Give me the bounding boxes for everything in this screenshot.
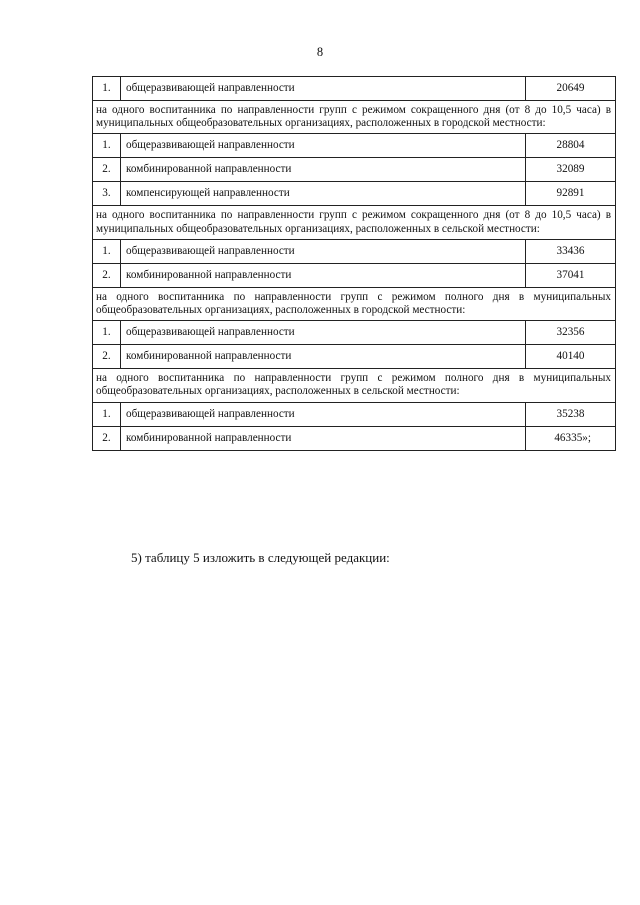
section-header-text: на одного воспитанника по направленности групп с режимом полного дня в муниципальных общеобразовательных организациях, расположенных в сельской местности: bbox=[93, 369, 616, 402]
row-number: 1. bbox=[93, 402, 121, 426]
norm-value: 28804 bbox=[526, 134, 616, 158]
row-number: 2. bbox=[93, 345, 121, 369]
table-row bbox=[93, 345, 616, 369]
section-header-row bbox=[93, 287, 616, 320]
table-row bbox=[93, 134, 616, 158]
section-header-row bbox=[93, 206, 616, 239]
direction-name: комбинированной направленности bbox=[121, 158, 526, 182]
norm-value: 20649 bbox=[526, 77, 616, 101]
section-header-text: на одного воспитанника по направленности групп с режимом полного дня в муниципальных общеобразовательных организациях, расположенных в городской местности: bbox=[93, 287, 616, 320]
row-number: 2. bbox=[93, 158, 121, 182]
row-number: 1. bbox=[93, 134, 121, 158]
direction-name: общеразвивающей направленности bbox=[121, 134, 526, 158]
norm-value: 35238 bbox=[526, 402, 616, 426]
direction-name: общеразвивающей направленности bbox=[121, 77, 526, 101]
table-row bbox=[93, 239, 616, 263]
table-row bbox=[93, 263, 616, 287]
section-header-text: на одного воспитанника по направленности групп с режимом сокращенного дня (от 8 до 10,5 часа) в муниципальных общеобразовательных организациях, расположенных в городской местности: bbox=[93, 101, 616, 134]
table-row bbox=[93, 158, 616, 182]
row-number: 1. bbox=[93, 239, 121, 263]
row-number: 2. bbox=[93, 426, 121, 450]
table-row bbox=[93, 77, 616, 101]
page-number: 8 bbox=[316, 45, 324, 59]
direction-name: общеразвивающей направленности bbox=[121, 239, 526, 263]
norm-value: 40140 bbox=[526, 345, 616, 369]
norm-value: 32356 bbox=[526, 321, 616, 345]
footer-instruction: 5) таблицу 5 изложить в следующей редакции: bbox=[131, 550, 390, 565]
direction-name: общеразвивающей направленности bbox=[121, 321, 526, 345]
norm-value: 32089 bbox=[526, 158, 616, 182]
direction-name: общеразвивающей направленности bbox=[121, 402, 526, 426]
table-row bbox=[93, 426, 616, 450]
row-number: 3. bbox=[93, 182, 121, 206]
table-row bbox=[93, 182, 616, 206]
norm-value: 46335»; bbox=[526, 426, 616, 450]
direction-name: компенсирующей направленности bbox=[121, 182, 526, 206]
norm-value: 33436 bbox=[526, 239, 616, 263]
section-header-text: на одного воспитанника по направленности групп с режимом сокращенного дня (от 8 до 10,5 часа) в муниципальных общеобразовательных организациях, расположенных в сельской местности: bbox=[93, 206, 616, 239]
section-header-row bbox=[93, 101, 616, 134]
direction-name: комбинированной направленности bbox=[121, 426, 526, 450]
norm-value: 37041 bbox=[526, 263, 616, 287]
table-row bbox=[93, 402, 616, 426]
row-number: 1. bbox=[93, 321, 121, 345]
row-number: 1. bbox=[93, 77, 121, 101]
direction-name: комбинированной направленности bbox=[121, 345, 526, 369]
row-number: 2. bbox=[93, 263, 121, 287]
tariff-table bbox=[92, 76, 616, 451]
norm-value: 92891 bbox=[526, 182, 616, 206]
direction-name: комбинированной направленности bbox=[121, 263, 526, 287]
table-row bbox=[93, 321, 616, 345]
section-header-row bbox=[93, 369, 616, 402]
